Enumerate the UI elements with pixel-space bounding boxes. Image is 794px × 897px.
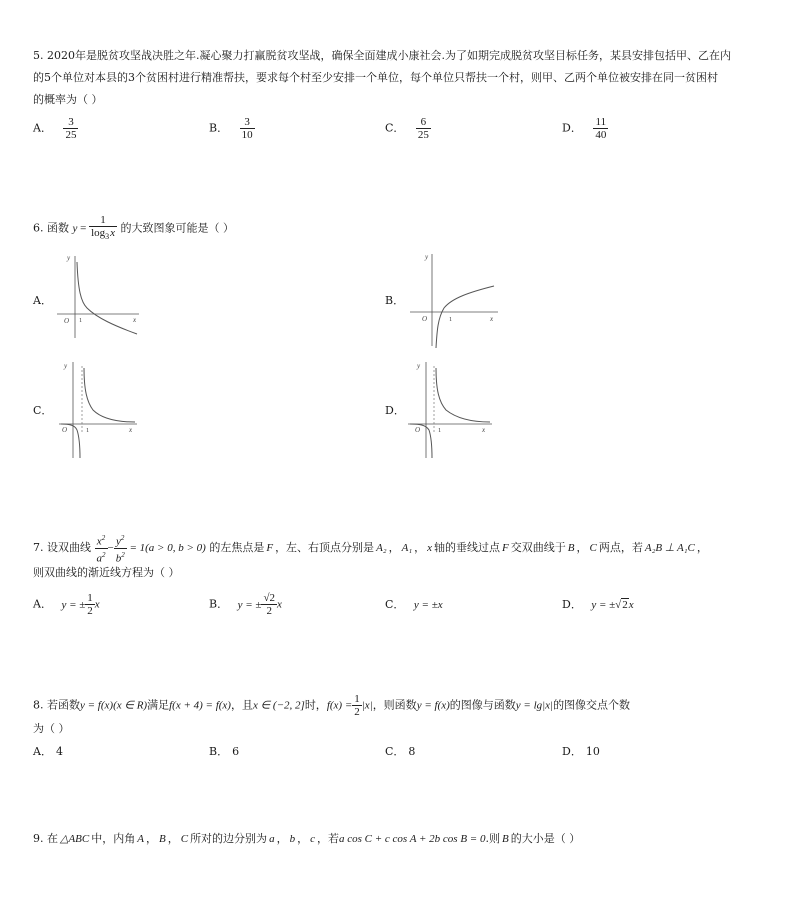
- denominator: 40: [595, 129, 607, 141]
- label-one: 1: [449, 316, 453, 323]
- expr-post: x: [276, 598, 282, 611]
- q7-text1: 的左焦点是: [209, 541, 265, 555]
- q5-option-b[interactable]: [209, 116, 255, 141]
- q7-eq: = 1(a > 0, b > 0): [126, 542, 206, 555]
- q6-option-c-label[interactable]: C．: [33, 404, 53, 417]
- q7-option-b[interactable]: [209, 592, 282, 617]
- option-label: D．: [562, 121, 582, 135]
- q9-t5: 的大小是（ ）: [510, 832, 581, 845]
- q7-line2: 则双曲线的渐近线方程为（ ）: [33, 566, 180, 579]
- option-value: 10: [585, 745, 600, 758]
- option-label: B．: [209, 745, 229, 758]
- expr-post: x: [628, 599, 634, 611]
- q7-text6: ，: [576, 541, 588, 555]
- expr-pre: y = ±: [591, 599, 616, 611]
- denominator: 2: [261, 604, 277, 617]
- numerator: 6: [420, 116, 427, 128]
- numerator: 1: [354, 693, 360, 705]
- numerator: 11: [595, 116, 607, 128]
- q8-prefix: 8. 若函数: [33, 698, 80, 712]
- q6-graph-c[interactable]: [57, 358, 147, 462]
- q8-f6: y = lg|x|: [515, 699, 554, 712]
- denominator: 10: [241, 129, 253, 141]
- q8-option-c[interactable]: [385, 745, 415, 759]
- q6-option-a-label[interactable]: A．: [33, 294, 52, 307]
- fraction: [416, 116, 431, 141]
- label-origin: O: [64, 317, 70, 325]
- label-x: x: [482, 426, 486, 434]
- denominator: 2: [354, 706, 360, 718]
- q6-fraction: [89, 214, 117, 243]
- q7-frac-x: $\frac{x^2}{a^2}$: [96, 534, 106, 565]
- expr-pre: y = ±: [61, 598, 86, 611]
- label-origin: O: [422, 315, 428, 323]
- q9-prefix: 9. 在: [33, 832, 58, 845]
- log: log: [91, 227, 106, 239]
- q6-option-d-label[interactable]: D．: [385, 404, 405, 417]
- q6-graph-a[interactable]: [55, 250, 145, 342]
- label-y: y: [67, 254, 71, 262]
- label-y: y: [417, 362, 421, 370]
- fraction: [261, 592, 277, 617]
- curve-right: [84, 368, 135, 422]
- root: 2: [622, 599, 628, 611]
- q8-t4: ，则函数: [372, 698, 417, 712]
- q6-eq: =: [77, 222, 90, 235]
- q8-f4-post: |x|: [361, 699, 373, 712]
- q5-option-a[interactable]: [33, 116, 78, 141]
- label-one: 1: [86, 427, 90, 434]
- q6-y: y: [72, 222, 78, 235]
- denominator: 2: [87, 605, 93, 617]
- q9-a: a: [269, 833, 275, 845]
- q9-C: C: [180, 833, 189, 845]
- q8-t2: ，且: [230, 698, 253, 712]
- fraction: [593, 116, 608, 141]
- expr: y = ±x: [413, 599, 443, 611]
- numerator: 3: [68, 116, 74, 128]
- curve: [436, 286, 494, 348]
- fraction: [63, 116, 78, 141]
- q8-fraction: [352, 693, 362, 718]
- label-x: x: [490, 315, 494, 323]
- q8-f2: f(x + 4) = f(x): [169, 699, 231, 712]
- q8-t6: 的图像交点个数: [553, 698, 631, 712]
- option-label: C．: [385, 745, 405, 758]
- label-y: y: [64, 362, 68, 370]
- q7-sep: ，: [388, 541, 400, 555]
- label-one: 1: [79, 317, 83, 324]
- option-label: B．: [209, 121, 229, 135]
- q9-t1: 中，内角: [91, 832, 136, 845]
- option-label: D．: [562, 598, 582, 611]
- q6-option-b-label[interactable]: B．: [385, 294, 405, 307]
- q9-c3: ，: [276, 832, 288, 845]
- label-x: x: [133, 316, 137, 324]
- option-label: C．: [385, 121, 405, 135]
- label-origin: O: [415, 426, 421, 434]
- label-x: x: [129, 426, 133, 434]
- q6-graph-d[interactable]: [406, 358, 501, 462]
- q7-text5: 交双曲线于: [510, 541, 566, 555]
- q6-suffix: 的大致图象可能是（ ）: [120, 221, 234, 235]
- q6-graph-b[interactable]: [408, 250, 503, 350]
- curve: [77, 262, 137, 334]
- q8-f3: x ∈ (−2, 2]: [252, 699, 305, 712]
- q8-t5: 的图像与函数: [449, 698, 516, 712]
- q7-x: x: [427, 542, 433, 555]
- q7-option-d[interactable]: D． y = ±√2x: [562, 598, 634, 611]
- q9-t2: 所对的边分别为: [190, 832, 268, 845]
- q6-stem: [33, 214, 234, 243]
- denominator: 25: [417, 129, 429, 141]
- q7-text2: ，左、右顶点分别是: [275, 541, 375, 555]
- fraction: [240, 116, 255, 141]
- q9-stem: [33, 832, 580, 846]
- numerator: 3: [244, 116, 250, 128]
- log-var: x: [110, 227, 115, 239]
- curve-right: [436, 368, 490, 422]
- q7-cond: A₂B ⊥ A₁C: [644, 542, 695, 555]
- option-label: C．: [385, 598, 405, 611]
- q7-C: C: [589, 542, 597, 555]
- option-value: 8: [408, 745, 416, 758]
- q9-c: c: [310, 833, 315, 845]
- denominator: 25: [65, 129, 77, 141]
- q7-frac-y: $\frac{y^2}{b^2}$: [115, 534, 125, 565]
- label-origin: O: [62, 426, 68, 434]
- option-label: A．: [33, 597, 52, 611]
- q7-A1: A₁: [401, 542, 413, 555]
- q5-line3: 的概率为（ ）: [33, 93, 103, 106]
- q5-line2: 的5个单位对本县的3个贫困村进行精准帮扶，要求每个村至少安排一个单位，每个单位只帮扶一个村，则甲、乙两个单位被安排在同一贫困村: [33, 71, 718, 84]
- q7-text8: ，: [696, 541, 708, 555]
- q7-F: F: [266, 542, 274, 555]
- q7-text7: 两点，若: [598, 541, 643, 555]
- q9-c4: ，: [297, 832, 309, 845]
- q8-f4-pre: f(x) =: [326, 699, 353, 712]
- q8-t3: 时，: [304, 698, 327, 712]
- q9-B2: B: [501, 833, 509, 845]
- q6-prefix: 6. 函数: [33, 221, 69, 235]
- q9-equation: a cos C + c cos A + 2b cos B = 0: [338, 833, 486, 845]
- q9-t4: .则: [485, 832, 500, 845]
- q7-F2: F: [502, 542, 509, 555]
- q7-prefix: 7. 设双曲线: [33, 541, 91, 555]
- denominator: [89, 226, 117, 243]
- option-label: A．: [33, 745, 52, 758]
- q7-text4: 轴的垂线过点: [434, 541, 501, 555]
- q8-option-a[interactable]: [33, 745, 63, 759]
- q8-line2: 为（ ）: [33, 722, 70, 735]
- fraction: [85, 592, 95, 617]
- q5-line1: 5. 2020年是脱贫攻坚战决胜之年.凝心聚力打赢脱贫攻坚战，确保全面建成小康社会.为了如期完成脱贫攻坚目标任务，某县安排包括甲、乙在内: [33, 49, 731, 62]
- log-base: 3: [105, 232, 110, 242]
- q9-B: B: [158, 833, 166, 845]
- expr-pre: y = ±: [237, 598, 262, 611]
- expr-post: x: [94, 598, 100, 611]
- curve-left: [410, 424, 432, 458]
- q7-text3: ，: [414, 541, 426, 555]
- q8-option-d[interactable]: [562, 745, 600, 759]
- q7-option-a[interactable]: [33, 592, 100, 617]
- q9-c1: ，: [145, 832, 157, 845]
- q7-A2: A₂: [376, 542, 387, 555]
- q7-B: B: [567, 542, 575, 555]
- q7-option-c[interactable]: [385, 598, 443, 612]
- option-label: D．: [562, 745, 582, 758]
- q8-t1: 满足: [147, 698, 170, 712]
- option-value: 4: [55, 745, 63, 758]
- q9-c2: ，: [167, 832, 179, 845]
- q7-stem: 7. 设双曲线 $\frac{x^2}{a^2}$ − $\frac{y^2}{b^2}$ = 1(a > 0, b > 0) 的左焦点是 F ，左、右顶点分别是 A₂ ， A₁ ， x 轴的垂线过点 F 交双曲线于 B ， C 两点，若 A₂B ⊥ A₁C ，: [33, 534, 708, 565]
- q8-f1: y = f(x)(x ∈ R): [80, 699, 148, 712]
- q5-option-d[interactable]: [562, 116, 608, 141]
- option-value: 6: [232, 745, 240, 758]
- label-y: y: [425, 253, 429, 261]
- label-one: 1: [438, 427, 442, 434]
- q9-A: A: [137, 833, 144, 845]
- option-label: B．: [209, 597, 229, 611]
- q8-f5: y = f(x): [416, 699, 450, 712]
- q9-triangle: △ABC: [60, 833, 90, 845]
- q9-b: b: [289, 833, 296, 845]
- option-label: A．: [33, 121, 52, 135]
- q9-t3: ，若: [316, 832, 339, 845]
- numerator: 1: [87, 592, 93, 604]
- q8-stem: [33, 693, 630, 718]
- q8-option-b[interactable]: [209, 745, 239, 759]
- q5-option-c[interactable]: [385, 116, 431, 141]
- numerator: √2: [263, 592, 275, 604]
- numerator: 1: [100, 214, 106, 226]
